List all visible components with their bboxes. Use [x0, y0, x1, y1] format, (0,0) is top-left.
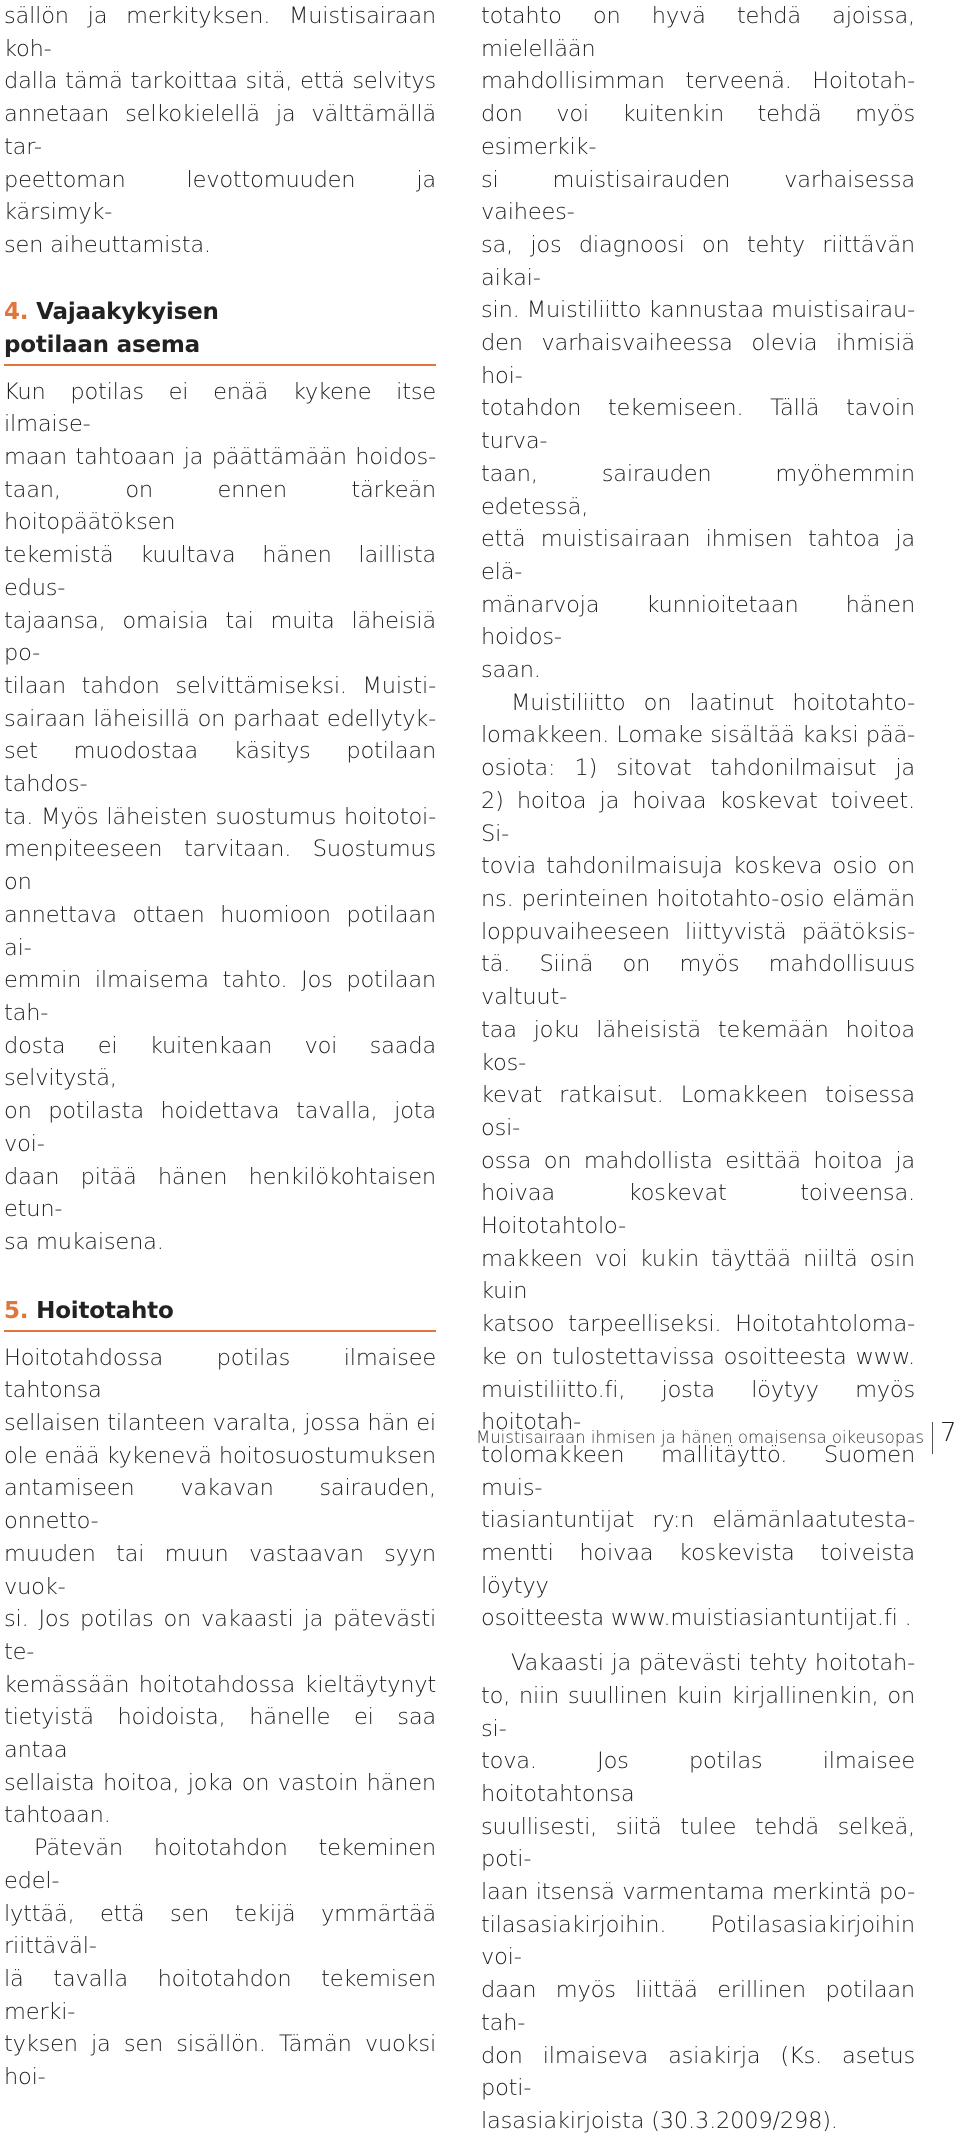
- body-line: lä tavalla hoitotahdon tekemisen merki-: [4, 1965, 436, 2025]
- body-line: saan.: [481, 657, 541, 684]
- body-line: suullisesti, siitä tulee tehdä selkeä, poti-: [481, 1813, 915, 1873]
- body-line: tolomakkeen mallitäyttö. Suomen muis-: [481, 1441, 915, 1501]
- right-paragraph-2: [481, 687, 915, 1635]
- body-line: tietyistä hoidoista, hänelle ei saa antaa: [4, 1704, 436, 1764]
- body-line: totahto on hyvä tehdä ajoissa, mielellään: [481, 3, 915, 62]
- body-line: muistiliitto.fi, josta löytyy myös hoitotah-: [481, 1376, 915, 1436]
- body-line: on potilasta hoidettava tavalla, jota voi-: [4, 1098, 436, 1157]
- body-line: Kun potilas ei enää kykene itse ilmaise-: [4, 378, 436, 438]
- body-line: tä. Siinä on myös mahdollisuus valtuut-: [481, 951, 915, 1011]
- body-line: sellaisen tilanteen varalta, jossa hän ei: [4, 1410, 436, 1437]
- intro-line: annetaan selkokielellä ja välttämällä tar-: [4, 101, 436, 160]
- body-line: kemässään hoitotahdossa kieltäytynyt: [4, 1671, 436, 1698]
- body-line: den varhaisvaiheessa olevia ihmisiä hoi-: [481, 330, 915, 389]
- right-paragraph-1: [481, 0, 915, 687]
- section-4-number: 4.: [4, 298, 29, 325]
- body-line: tajaansa, omaisia tai muita läheisiä po-: [4, 607, 436, 667]
- section-4-body: [4, 376, 436, 1259]
- body-line: emmin ilmaisema tahto. Jos potilaan tah-: [4, 967, 436, 1026]
- body-line: muuden tai muun vastaavan syyn vuok-: [4, 1540, 436, 1600]
- body-line: tova. Jos potilas ilmaisee hoitotahtonsa: [481, 1748, 915, 1807]
- body-line: daan myös liittää erillinen potilaan tah-: [481, 1977, 915, 2036]
- body-line: loppuvaiheeseen liittyvistä päätöksis-: [481, 918, 915, 945]
- intro-line: dalla tämä tarkoittaa sitä, että selvitys: [4, 68, 436, 95]
- body-line: to, niin suullinen kuin kirjallinenkin, on si-: [481, 1682, 915, 1742]
- section-5-number: 5.: [4, 1297, 29, 1324]
- body-line: don ilmaiseva asiakirja (Ks. asetus poti-: [481, 2042, 915, 2102]
- body-line: maan tahtoaan ja päättämään hoidos-: [4, 444, 436, 471]
- section-5-title: Hoitotahto: [36, 1297, 174, 1324]
- body-line: set muodostaa käsitys potilaan tahdos-: [4, 738, 436, 798]
- body-line: hoivaa koskevat toiveensa. Hoitotahtolo-: [481, 1180, 915, 1240]
- body-line: lomakkeen. Lomake sisältää kaksi pää-: [481, 722, 915, 749]
- body-line: osoitteesta www.muistiasiantuntijat.fi .: [481, 1605, 912, 1632]
- body-line: sin. Muistiliitto kannustaa muistisairau-: [481, 297, 915, 324]
- body-line: annettava ottaen huomioon potilaan ai-: [4, 901, 436, 961]
- body-line: että muistisairaan ihmisen tahtoa ja elä-: [481, 526, 915, 585]
- section-5-paragraph-1: [4, 1342, 436, 1833]
- body-line: osiota: 1) sitovat tahdonilmaisut ja: [481, 755, 915, 782]
- body-line: tilaan tahdon selvittämiseksi. Muisti-: [4, 672, 436, 699]
- body-line: daan pitää hänen henkilökohtaisen etun-: [4, 1163, 436, 1223]
- footer-divider: [932, 1422, 933, 1454]
- body-line: tahtoaan.: [4, 1802, 111, 1829]
- body-line: sellaista hoitoa, joka on vastoin hänen: [4, 1769, 436, 1796]
- body-line: mahdollisimman terveenä. Hoitotah-: [481, 68, 915, 95]
- body-line: tilasasiakirjoihin. Potilasasiakirjoihin voi-: [481, 1911, 915, 1971]
- section-4-title-line1: [4, 296, 436, 329]
- body-line: dosta ei kuitenkaan voi saada selvitystä,: [4, 1032, 436, 1092]
- right-paragraph-3: [481, 1647, 915, 2138]
- body-line: sa, jos diagnoosi on tehty riittävän aikai-: [481, 231, 915, 291]
- body-line: mänarvoja kunnioitetaan hänen hoidos-: [481, 591, 915, 651]
- body-line: totahdon tekemiseen. Tällä tavoin turva-: [481, 395, 915, 455]
- body-line: makkeen voi kukin täyttää niiltä osin kuin: [481, 1245, 915, 1305]
- body-line: ta. Myös läheisten suostumus hoitotoi-: [4, 803, 436, 830]
- section-5-title-line: [4, 1295, 436, 1328]
- body-line: sa mukaisena.: [4, 1228, 164, 1255]
- body-line: tovia tahdonilmaisuja koskeva osio on: [481, 853, 915, 880]
- page-number: 7: [940, 1418, 957, 1448]
- footer-title: Muistisairaan ihmisen ja hänen omaisensa oikeusopas: [475, 1428, 924, 1447]
- section-4-title-line2: potilaan asema: [4, 331, 200, 358]
- section-5-paragraph-2: [4, 1832, 436, 2094]
- body-line: katsoo tarpeelliseksi. Hoitotahtoloma-: [481, 1311, 915, 1338]
- body-line: mentti hoivaa koskevista toiveista löytyy: [481, 1540, 915, 1599]
- section-4-heading: [4, 296, 436, 366]
- right-column: [481, 0, 915, 2138]
- body-line: tekemistä kuultava hänen laillista edus-: [4, 542, 436, 601]
- body-line: si. Jos potilas on vakaasti ja pätevästi te-: [4, 1606, 436, 1665]
- body-line: tiasiantuntijat ry:n elämänlaatutesta-: [481, 1507, 915, 1534]
- intro-line: sällön ja merkityksen. Muistisairaan koh-: [4, 3, 436, 62]
- body-line: taan, sairauden myöhemmin edetessä,: [481, 460, 915, 520]
- body-line: sairaan läheisillä on parhaat edellytyk-: [4, 705, 436, 732]
- body-line: kevat ratkaisut. Lomakkeen toisessa osi-: [481, 1082, 915, 1141]
- body-line: ns. perinteinen hoitotahto-osio elämän: [481, 885, 915, 912]
- body-line: tyksen ja sen sisällön. Tämän vuoksi hoi-: [4, 2031, 436, 2091]
- body-line: ke on tulostettavissa osoitteesta www.: [481, 1343, 915, 1370]
- body-line: menpiteeseen tarvitaan. Suostumus on: [4, 836, 436, 896]
- body-line: si muistisairauden varhaisessa vaihees-: [481, 166, 915, 226]
- body-line: taan, on ennen tärkeän hoitopäätöksen: [4, 476, 436, 536]
- body-line: Pätevän hoitotahdon tekeminen edel-: [4, 1835, 436, 1894]
- body-line: ole enää kykenevä hoitosuostumuksen: [4, 1442, 436, 1469]
- body-line: Vakaasti ja pätevästi tehty hoitotah-: [511, 1650, 915, 1677]
- body-line: laan itsensä varmentama merkintä po-: [481, 1879, 915, 1906]
- body-line: 2) hoitoa ja hoivaa koskevat toiveet. Si-: [481, 787, 915, 847]
- body-line: lasasiakirjoista (30.3.2009/298).: [481, 2108, 838, 2134]
- intro-line: peettoman levottomuuden ja kärsimyk-: [4, 166, 436, 226]
- body-line: Muistiliitto on laatinut hoitotahto-: [511, 689, 915, 716]
- body-line: antamiseen vakavan sairauden, onnetto-: [4, 1475, 436, 1535]
- section-4-title: Vajaakykyisen: [36, 298, 219, 325]
- body-line: don voi kuitenkin tehdä myös esimerkik-: [481, 101, 915, 160]
- body-line: Hoitotahdossa potilas ilmaisee tahtonsa: [4, 1344, 436, 1404]
- body-line: ossa on mahdollista esittää hoitoa ja: [481, 1147, 915, 1174]
- body-line: taa joku läheisistä tekemään hoitoa kos-: [481, 1016, 915, 1076]
- body-line: lyttää, että sen tekijä ymmärtää riittäväl-: [4, 1900, 436, 1960]
- left-column: [4, 0, 436, 2094]
- section-5-heading: [4, 1295, 436, 1332]
- intro-line: sen aiheuttamista.: [4, 231, 211, 258]
